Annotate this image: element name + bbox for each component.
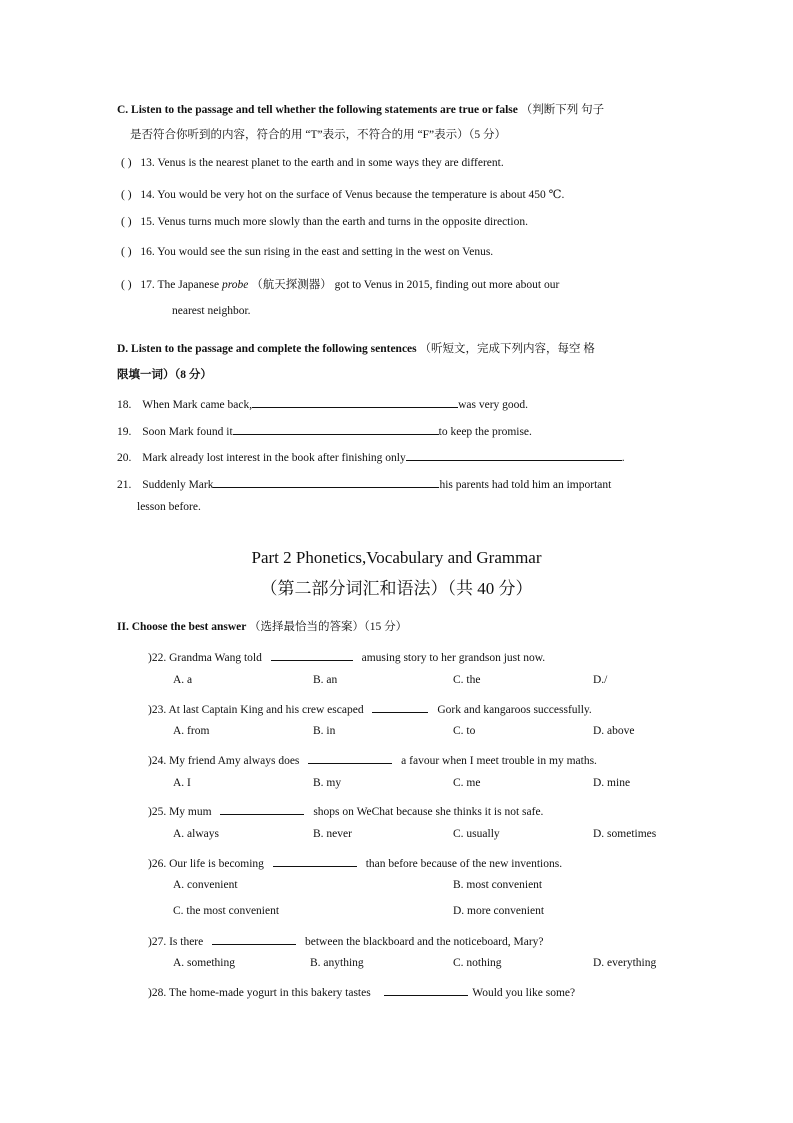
item-number: 21. [117, 479, 132, 491]
option-a[interactable]: A. convenient [173, 879, 238, 891]
question-25 [148, 802, 543, 818]
option-d[interactable]: D./ [593, 674, 608, 686]
option-c[interactable]: C. usually [453, 828, 500, 840]
answer-bracket: ( ) [121, 157, 132, 169]
option-b[interactable]: B. anything [310, 957, 364, 969]
question-24 [148, 751, 597, 767]
section-d-heading-en: D. Listen to the passage and complete the following sentences [117, 343, 417, 355]
statement-text: 17. The Japanese [140, 279, 222, 291]
sentence-after: to keep the promise. [438, 426, 532, 438]
option-a[interactable]: A. from [173, 725, 210, 737]
answer-blank[interactable] [213, 475, 439, 488]
option-b[interactable]: B. never [313, 828, 352, 840]
answer-blank[interactable] [233, 422, 439, 435]
option-c[interactable]: C. nothing [453, 957, 502, 969]
question-27 [148, 932, 544, 948]
list-item [121, 246, 493, 258]
statement-italic: probe [221, 279, 249, 291]
question-23 [148, 700, 592, 716]
section-c-heading-cn: （判断下列 句子 [520, 104, 605, 116]
question-text-after: a favour when I meet trouble in my maths. [401, 755, 597, 767]
sentence-after: . [621, 452, 625, 464]
option-c[interactable]: C. to [453, 725, 476, 737]
item-number: 18. [117, 399, 132, 411]
answer-blank[interactable] [372, 700, 428, 713]
statement-text: （航天探测器） got to Venus in 2015, finding out more about our [251, 279, 560, 291]
option-d[interactable]: D. everything [593, 957, 657, 969]
option-d[interactable]: D. more convenient [453, 905, 545, 917]
question-text-after: Would you like some? [472, 987, 576, 999]
sentence-before: Soon Mark found it [142, 426, 233, 438]
question-text: )27. Is there [148, 936, 204, 948]
option-d[interactable]: D. above [593, 725, 635, 737]
item-number: 19. [117, 426, 132, 438]
list-item [117, 395, 528, 411]
answer-bracket: ( ) [121, 279, 132, 291]
sentence-before: Mark already lost interest in the book after finishing only [142, 452, 406, 464]
section-c-heading-en: C. Listen to the passage and tell whether the following statements are true or false [117, 104, 518, 116]
answer-blank[interactable] [406, 448, 622, 461]
answer-bracket: ( ) [121, 246, 132, 258]
question-text-after: Gork and kangaroos successfully. [437, 704, 592, 716]
list-item [121, 276, 559, 292]
question-26 [148, 854, 562, 870]
question-text-after: than before because of the new inventions. [365, 858, 563, 870]
answer-blank[interactable] [273, 854, 357, 867]
option-b[interactable]: B. in [313, 725, 336, 737]
sentence-continuation: lesson before. [137, 501, 201, 513]
part-title: Part 2 Phonetics,Vocabulary and Grammar [251, 548, 542, 567]
option-a[interactable]: A. something [173, 957, 235, 969]
question-text: )24. My friend Amy always does [148, 755, 300, 767]
option-b[interactable]: B. my [313, 777, 342, 789]
section-d-heading-line2: 限填一词）（8 分） [117, 369, 212, 381]
answer-blank[interactable] [220, 802, 304, 815]
section-d-heading-cn: （听短文，完成下列内容，每空 格 [419, 343, 595, 355]
answer-blank[interactable] [308, 751, 392, 764]
list-item [117, 422, 532, 438]
list-item [121, 187, 564, 201]
question-text: )28. The home-made yogurt in this bakery tastes [148, 987, 371, 999]
question-text-after: between the blackboard and the noticeboard, Mary? [305, 936, 544, 948]
option-c[interactable]: C. me [453, 777, 481, 789]
statement-text: 16. You would see the sun rising in the east and setting in the west on Venus. [140, 246, 494, 258]
section-ii-heading-cn: （选择最恰当的答案）（15 分） [249, 621, 408, 633]
item-number: 20. [117, 452, 132, 464]
option-c[interactable]: C. the most convenient [173, 905, 280, 917]
statement-continuation: nearest neighbor. [172, 305, 251, 317]
question-text: )23. At last Captain King and his crew escaped [148, 704, 364, 716]
question-text-after: shops on WeChat because she thinks it is not safe. [313, 806, 544, 818]
list-item [121, 216, 528, 228]
section-c-heading [117, 101, 604, 117]
statement-text: 15. Venus turns much more slowly than the earth and turns in the opposite direction. [140, 216, 528, 228]
answer-bracket: ( ) [121, 189, 132, 201]
option-a[interactable]: A. a [173, 674, 193, 686]
option-b[interactable]: B. an [313, 674, 338, 686]
statement-text: 14. You would be very hot on the surface of Venus because the temperature is about 450 ℃. [140, 189, 565, 201]
question-28 [148, 983, 575, 999]
sentence-before: Suddenly Mark [142, 479, 214, 491]
question-text: )22. Grandma Wang told [148, 652, 262, 664]
option-d[interactable]: D. sometimes [593, 828, 657, 840]
option-c[interactable]: C. the [453, 674, 481, 686]
sentence-before: When Mark came back, [142, 399, 253, 411]
statement-text: 13. Venus is the nearest planet to the earth and in some ways they are different. [140, 157, 504, 169]
section-c-heading-line2: 是否符合你听到的内容，符合的用 “T”表示，不符合的用 “F”表示）（5 分） [130, 129, 506, 141]
section-ii-heading-en: II. Choose the best answer [117, 621, 247, 633]
sentence-after: was very good. [458, 399, 529, 411]
list-item [117, 448, 625, 464]
list-item [117, 475, 611, 491]
question-text-after: amusing story to her grandson just now. [361, 652, 546, 664]
answer-blank[interactable] [212, 932, 296, 945]
list-item [121, 157, 504, 169]
question-text: )25. My mum [148, 806, 212, 818]
question-text: )26. Our life is becoming [148, 858, 264, 870]
answer-blank[interactable] [271, 648, 353, 661]
option-d[interactable]: D. mine [593, 777, 631, 789]
answer-bracket: ( ) [121, 216, 132, 228]
section-ii-heading [117, 618, 407, 634]
part-subtitle: （第二部分词汇和语法）（共 40 分） [260, 579, 533, 598]
option-a[interactable]: A. always [173, 828, 219, 840]
sentence-after: his parents had told him an important [439, 479, 612, 491]
answer-blank[interactable] [252, 395, 458, 408]
option-b[interactable]: B. most convenient [453, 879, 543, 891]
section-d-heading [117, 340, 595, 356]
question-22 [148, 648, 545, 664]
option-a[interactable]: A. I [173, 777, 191, 789]
answer-blank[interactable] [384, 983, 468, 996]
